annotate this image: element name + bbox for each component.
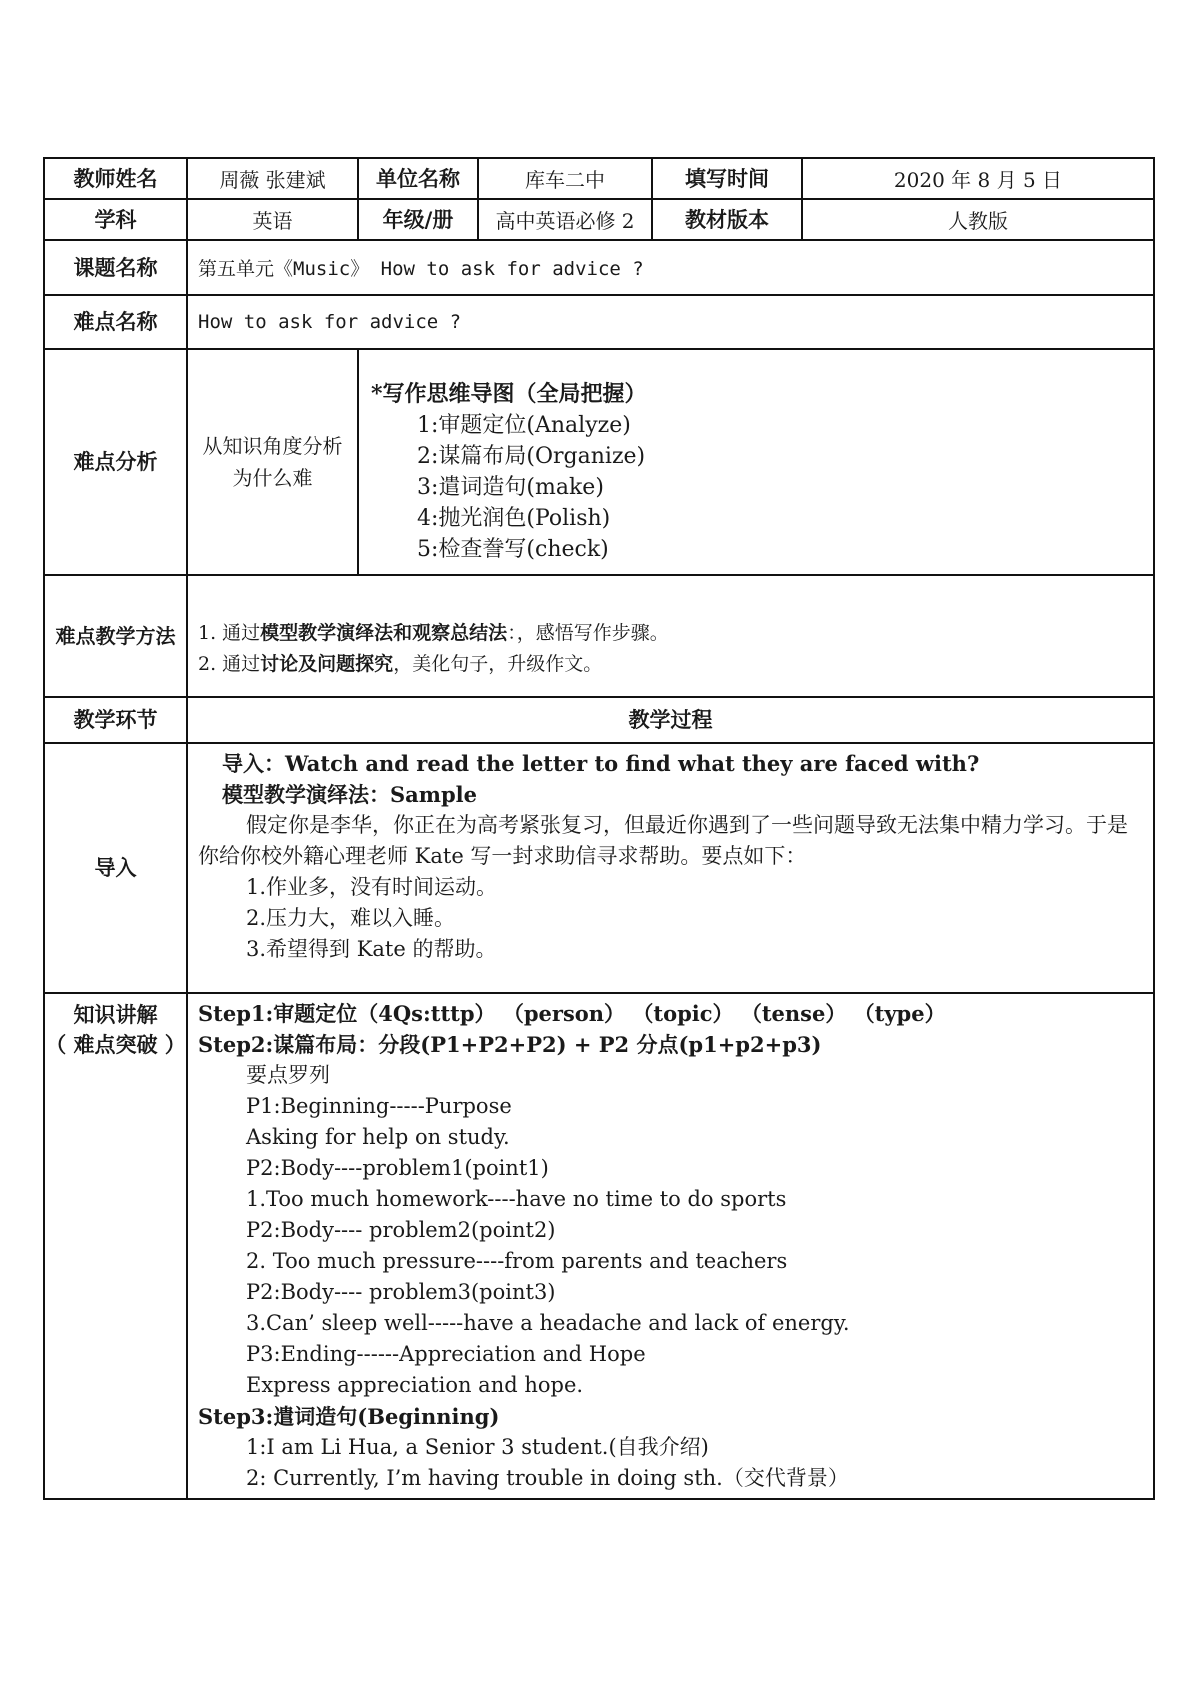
unit-value: 库车二中	[478, 158, 652, 199]
subject-label: 学科	[44, 199, 187, 240]
knowledge-block	[187, 993, 1154, 1499]
mindmap-title: *写作思维导图（全局把握）	[371, 381, 647, 407]
intro-label: 导入	[44, 743, 187, 993]
intro-point: 2.压力大，难以入睡。	[246, 906, 456, 930]
process-label: 教学过程	[187, 697, 1154, 743]
sentence-item: 2: Currently, I’m having trouble in doing sth.（交代背景）	[246, 1466, 849, 1490]
date-label: 填写时间	[652, 158, 802, 199]
outline-item: Express appreciation and hope.	[246, 1373, 584, 1397]
topic-row	[44, 240, 1154, 295]
analysis-row	[44, 349, 1154, 575]
knowledge-label-line2: （ 难点突破 ）	[45, 1033, 186, 1057]
intro-point: 3.希望得到 Kate 的帮助。	[246, 937, 497, 961]
mindmap-item: 2:谋篇布局(Organize)	[417, 444, 646, 469]
method-line-1: 1. 通过模型教学演绎法和观察总结法：，感悟写作步骤。	[198, 622, 669, 644]
mindmap-item: 3:遣词造句(make)	[417, 475, 604, 500]
method-label: 难点教学方法	[44, 575, 187, 697]
outline-item: Asking for help on study.	[246, 1125, 510, 1149]
topic-value: 第五单元《Music》 How to ask for advice ?	[187, 240, 1154, 295]
mindmap-block	[358, 349, 1154, 575]
knowledge-label	[44, 993, 187, 1499]
outline-item: 要点罗列	[246, 1063, 330, 1087]
header-row-2	[44, 199, 1154, 240]
outline-item: P2:Body----problem1(point1)	[246, 1156, 549, 1180]
outline-item: P2:Body---- problem2(point2)	[246, 1218, 556, 1242]
knowledge-label-line1: 知识讲解	[73, 1003, 158, 1027]
intro-model: 模型教学演绎法：Sample	[222, 782, 478, 807]
grade-label: 年级/册	[358, 199, 478, 240]
difficulty-row	[44, 295, 1154, 349]
edition-label: 教材版本	[652, 199, 802, 240]
outline-item: 2. Too much pressure----from parents and teachers	[246, 1249, 788, 1273]
outline-item: 3.Can’ sleep well-----have a headache and lack of energy.	[246, 1311, 850, 1335]
outline-item: P1:Beginning-----Purpose	[246, 1094, 512, 1118]
step3-heading: Step3:遣词造句(Beginning)	[198, 1404, 500, 1429]
date-value: 2020 年 8 月 5 日	[802, 158, 1154, 199]
difficulty-label: 难点名称	[44, 295, 187, 349]
intro-heading: 导入：Watch and read the letter to find what they are faced with?	[222, 751, 980, 776]
sentence-item: 1:I am Li Hua, a Senior 3 student.(自我介绍)	[246, 1435, 709, 1459]
outline-item: 1.Too much homework----have no time to do sports	[246, 1187, 787, 1211]
intro-point: 1.作业多，没有时间运动。	[246, 875, 498, 899]
intro-row	[44, 743, 1154, 993]
outline-item: P3:Ending------Appreciation and Hope	[246, 1342, 646, 1366]
outline-item: P2:Body---- problem3(point3)	[246, 1280, 556, 1304]
teacher-label: 教师姓名	[44, 158, 187, 199]
header-row-1	[44, 158, 1154, 199]
subject-value: 英语	[187, 199, 358, 240]
process-header-row	[44, 697, 1154, 743]
method-row	[44, 575, 1154, 697]
unit-label: 单位名称	[358, 158, 478, 199]
intro-block	[187, 743, 1154, 993]
mindmap-item: 1:审题定位(Analyze)	[417, 413, 631, 438]
intro-paragraph: 假定你是李华，你正在为高考紧张复习，但最近你遇到了一些问题导致无法集中精力学习。于是你给你校外籍心理老师 Kate 写一封求助信寻求帮助。要点如下：	[198, 813, 1128, 868]
teacher-value: 周薇 张建斌	[187, 158, 358, 199]
mindmap-item: 5:检查誊写(check)	[417, 537, 609, 562]
stage-label: 教学环节	[44, 697, 187, 743]
method-emphasis: 讨论及问题探究	[260, 653, 394, 675]
knowledge-row	[44, 993, 1154, 1499]
step1-heading: Step1:审题定位（4Qs:tttp） （person） （topic） （tense） （type）	[198, 1001, 946, 1026]
analysis-label: 难点分析	[44, 349, 187, 575]
mindmap-item: 4:抛光润色(Polish)	[417, 506, 611, 531]
edition-value: 人教版	[802, 199, 1154, 240]
difficulty-value: How to ask for advice ?	[187, 295, 1154, 349]
grade-value: 高中英语必修 2	[478, 199, 652, 240]
lesson-plan-table	[43, 157, 1155, 1500]
analysis-sub-label: 从知识角度分析为什么难	[187, 349, 358, 575]
step2-heading: Step2:谋篇布局：分段(P1+P2+P2) + P2 分点(p1+p2+p3)	[198, 1032, 822, 1057]
method-line-2: 2. 通过讨论及问题探究，美化句子，升级作文。	[198, 653, 603, 675]
topic-label: 课题名称	[44, 240, 187, 295]
method-block	[187, 575, 1154, 697]
method-emphasis: 模型教学演绎法和观察总结法	[260, 622, 508, 644]
